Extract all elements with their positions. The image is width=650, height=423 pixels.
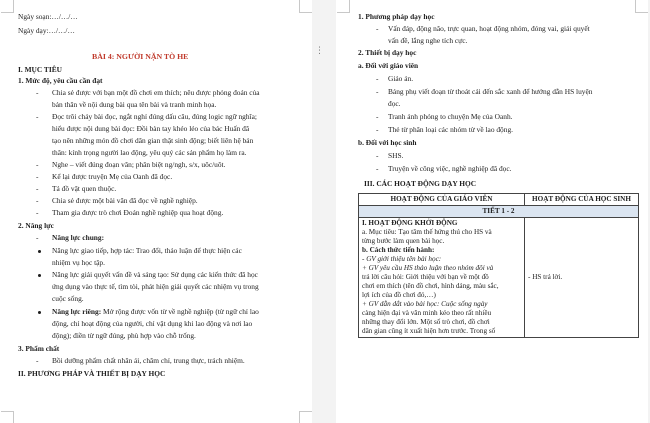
text-line: ứng dụng vào thực tế, tìm tòi, phát hiện giải quyết các nhiệm vụ trong bbox=[52, 282, 259, 291]
dash-bullet: - bbox=[36, 172, 39, 181]
table-row bbox=[359, 218, 639, 338]
subheading-equipment: 2. Thiết bị dạy học bbox=[358, 48, 417, 57]
dash-bullet: - bbox=[36, 112, 39, 121]
text-line: Nghe – viết đúng đoạn văn; phân biệt ng/ngh, s/x, uôc/uôt. bbox=[52, 160, 226, 169]
subheading-requirements: 1. Mức độ, yêu cầu cần đạt bbox=[18, 76, 103, 85]
column-header-student: HOẠT ĐỘNG CỦA HỌC SINH bbox=[525, 194, 639, 206]
text-line: Vấn đáp, động não, trực quan, hoạt động nhóm, đóng vai, giải quyết bbox=[388, 24, 590, 33]
dash-bullet: - bbox=[36, 233, 39, 242]
bullet-dot-icon bbox=[38, 311, 41, 314]
text-line: Bảng phụ viết đoạn từ thoát cái đến sắc xanh để hướng dẫn HS luyện bbox=[388, 87, 593, 96]
text-line: Chia sẻ được một bài văn đã đọc về nghề nghiệp. bbox=[52, 196, 198, 205]
section-heading-methods: II. PHƯƠNG PHÁP VÀ THIẾT BỊ DẠY HỌC bbox=[18, 369, 166, 378]
text-line: SHS. bbox=[388, 151, 404, 160]
text-line: bản thân về nội dung bài qua tên bài và tranh minh họa. bbox=[52, 100, 217, 109]
text-line: vấn đề, lắng nghe tích cực. bbox=[388, 36, 468, 45]
table-header-row bbox=[359, 194, 639, 206]
subheading-teaching-methods: 1. Phương pháp dạy học bbox=[358, 12, 435, 21]
dash-bullet: - bbox=[36, 184, 39, 193]
text-line: Thẻ từ phân loại các nhóm từ về lao động. bbox=[388, 125, 513, 134]
activities-table bbox=[358, 193, 639, 338]
teacher-activity-cell[interactable] bbox=[359, 218, 525, 338]
text-line: lợi ích của đồ chơi đó,…) bbox=[362, 291, 436, 299]
text-line: I. HOẠT ĐỘNG KHỞI ĐỘNG bbox=[362, 219, 458, 227]
bullet-dot-icon bbox=[38, 250, 41, 253]
crop-mark bbox=[299, 0, 312, 13]
crop-mark bbox=[1, 411, 14, 423]
right-page bbox=[336, 0, 648, 423]
text-line: động); điền từ ngữ đúng, phù hợp vào chỗ trống. bbox=[52, 331, 196, 340]
page-gutter bbox=[312, 0, 336, 423]
dash-bullet: - bbox=[376, 112, 379, 121]
subheading-for-teacher: a. Đối với giáo viên bbox=[358, 61, 419, 70]
dash-bullet: - bbox=[376, 125, 379, 134]
text-line: trả lời câu hỏi: Giới thiệu với bạn về một đồ bbox=[362, 273, 489, 281]
cell-spacer bbox=[528, 219, 635, 273]
subheading-qualities: 3. Phẩm chất bbox=[18, 344, 60, 353]
drag-handle-icon[interactable]: ⋮ bbox=[315, 46, 324, 56]
text-line: a. Mục tiêu: Tạo tâm thế hứng thú cho HS và bbox=[362, 228, 492, 236]
dash-bullet: - bbox=[36, 160, 39, 169]
column-header-teacher: HOẠT ĐỘNG CỦA GIÁO VIÊN bbox=[359, 194, 525, 206]
lesson-title[interactable]: BÀI 4: NGƯỜI NẶN TÒ HE bbox=[92, 52, 189, 61]
text-line: hiểu được nội dung bài đọc: Đồi bàn tay khéo léo của bác Huấn đã bbox=[52, 124, 250, 133]
text-line: cuộc sống. bbox=[52, 294, 84, 303]
text-line: Đọc trôi chảy bài đọc, ngắt nghỉ đúng dấu câu, đúng logic ngữ nghĩa; bbox=[52, 112, 257, 121]
dash-bullet: - bbox=[376, 151, 379, 160]
text-line: chơi em thích (tên đồ chơi, hình dáng, màu sắc, bbox=[362, 282, 499, 290]
dash-bullet: - bbox=[36, 88, 39, 97]
text-line: + GV dẫn dắt vào bài học: Cuộc sống ngày bbox=[362, 300, 488, 308]
dash-bullet: - bbox=[36, 208, 39, 217]
text-line: Tranh ảnh phóng to chuyện Mẹ của Oanh. bbox=[388, 112, 513, 121]
date-taught: Ngày dạy:…/…/… bbox=[18, 26, 75, 35]
student-reply: - HS trả lời. bbox=[528, 273, 563, 281]
dash-bullet: - bbox=[376, 24, 379, 33]
text-line: Năng lực riêng: Mở rộng được vốn từ về nghề nghiệp (từ ngữ chỉ lao bbox=[52, 307, 259, 316]
text-line: Giáo án. bbox=[388, 74, 414, 83]
text-line: Tham gia được trò chơi Đoán nghề nghiệp qua hoạt động. bbox=[52, 208, 224, 217]
section-heading-objectives: I. MỤC TIÊU bbox=[18, 65, 63, 74]
text-line: Tả đồ vật quen thuộc. bbox=[52, 184, 117, 193]
text-line: nhiệm vụ học tập. bbox=[52, 258, 105, 267]
table-period-row bbox=[359, 206, 639, 218]
crop-mark bbox=[1, 0, 14, 13]
text-line: càng hiện đại và văn minh kéo theo rất nhiều bbox=[362, 309, 492, 317]
bullet-dot-icon bbox=[38, 274, 41, 277]
subheading-competencies: 2. Năng lực bbox=[18, 221, 54, 230]
dash-bullet: - bbox=[36, 196, 39, 205]
general-competency-label: Năng lực chung: bbox=[52, 233, 105, 242]
text-line: từng bước làm quen bài học. bbox=[362, 237, 445, 245]
text-line: những thay đổi lớn. Một số trò chơi, đồ chơi bbox=[362, 318, 490, 326]
text-line: động, chỉ hoạt động của người, chỉ vật dụng khi lao động và nơi lao bbox=[52, 319, 253, 328]
date-prepared: Ngày soạn:…/…/… bbox=[18, 12, 78, 21]
text-line: tạo nên những món đồ chơi dân gian thật sinh động; biết liên hệ bản bbox=[52, 136, 254, 145]
text-line: dân gian cũng ít xuất hiện hơn trước. Trong số bbox=[362, 327, 496, 335]
text-line: b. Cách thức tiến hành: bbox=[362, 246, 435, 254]
dash-bullet: - bbox=[376, 87, 379, 96]
text-line: đọc. bbox=[388, 99, 401, 108]
text-line: Bồi dưỡng phẩm chất nhân ái, chăm chỉ, trung thực, trách nhiệm. bbox=[52, 356, 245, 365]
subheading-for-students: b. Đối với học sinh bbox=[358, 138, 417, 147]
crop-mark bbox=[299, 411, 312, 423]
dash-bullet: - bbox=[376, 164, 379, 173]
left-page bbox=[0, 0, 312, 423]
text-line: thân: kính trọng người lao động, yêu quý các sản phẩm họ làm ra. bbox=[52, 148, 247, 157]
text-line: Kể lại được truyện Mẹ của Oanh đã đọc. bbox=[52, 172, 173, 181]
crop-mark bbox=[635, 0, 648, 13]
text-line: Truyện về công việc, nghề nghiệp đã đọc. bbox=[388, 164, 512, 173]
text-line: - GV giới thiệu tên bài học: bbox=[362, 255, 442, 263]
dash-bullet: - bbox=[376, 74, 379, 83]
text-line: Chia sẻ được với bạn một đồ chơi em thích; nêu được phỏng đoán của bbox=[52, 88, 260, 97]
crop-mark bbox=[337, 0, 350, 13]
text-line: + GV yêu cầu HS thảo luận theo nhóm đôi và bbox=[362, 264, 494, 272]
text-line: Năng lực giải quyết vấn đề và sáng tạo: Sử dụng các kiến thức đã học bbox=[52, 270, 258, 279]
student-activity-cell[interactable] bbox=[525, 218, 639, 338]
dash-bullet: - bbox=[36, 356, 39, 365]
text-line: Năng lực giao tiếp, hợp tác: Trao đổi, thảo luận để thực hiện các bbox=[52, 246, 242, 255]
section-heading-activities: III. CÁC HOẠT ĐỘNG DẠY HỌC bbox=[364, 179, 477, 188]
period-label: TIẾT 1 - 2 bbox=[359, 206, 639, 218]
